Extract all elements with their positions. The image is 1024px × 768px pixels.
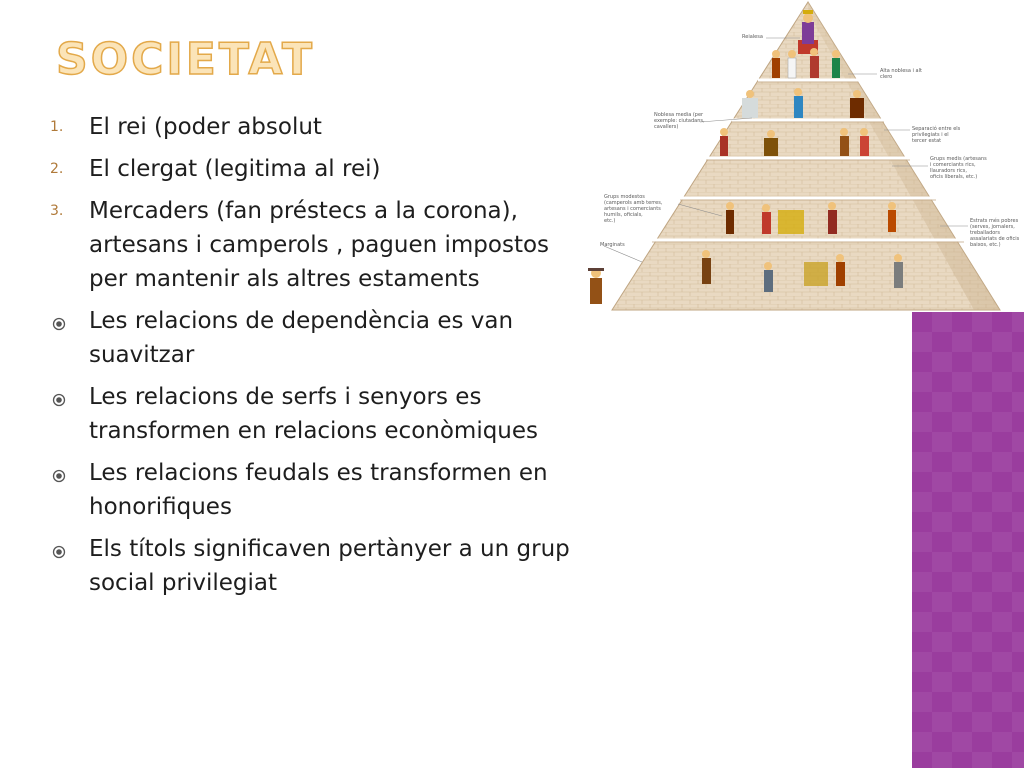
label-right-bottom: Estrats més pobres (serves, jornalers, treballadors assalariats de oficis baixos, etc.) — [970, 218, 1020, 248]
accent-bar — [912, 312, 1024, 768]
bullet-item — [44, 456, 592, 524]
list-number: 3. — [50, 203, 64, 219]
list-item-text: Les relacions de serfs i senyors es transformen en relacions econòmiques — [89, 384, 539, 444]
list-item-text: El rei (poder absolut — [89, 114, 322, 140]
list-item-text: Mercaders (fan préstecs a la corona), artesans i camperols , paguen impostos per mantenir als altres estaments — [89, 198, 550, 292]
bullet-item — [44, 380, 592, 448]
pyramid-drawing — [582, 0, 1022, 312]
label-left-lower: Grups modestos (camperols amb terres, artesans i comerciants humils, oficials, etc.) — [604, 194, 663, 224]
circle-bullet-icon — [52, 469, 66, 483]
circle-bullet-icon — [52, 317, 66, 331]
label-left-upper: Noblesa media (per exemple: ciutadans, cavallers) — [654, 112, 705, 130]
list-item-text: Les relacions de dependència es van suavitzar — [89, 308, 514, 368]
bullet-item — [44, 304, 592, 372]
list-number: 1. — [50, 119, 64, 135]
numbered-item — [44, 194, 592, 296]
numbered-item — [44, 110, 592, 144]
circle-bullet-icon — [52, 545, 66, 559]
list-item-text: El clergat (legitima al rei) — [89, 156, 381, 182]
social-pyramid-illustration — [582, 0, 1022, 312]
bullet-item — [44, 532, 592, 600]
label-left-bottom: Marginats — [600, 242, 625, 248]
list-item-text: Els títols significaven pertànyer a un grup social privilegiat — [89, 536, 570, 596]
slide-body — [44, 110, 592, 608]
list-number: 2. — [50, 161, 64, 177]
label-right-middle: Grups medis (artesans i comerciants rics, llauradors rics, oficis liberals, etc.) — [930, 156, 987, 180]
slide-title: SOCIETAT — [56, 34, 316, 85]
label-top-right: Alta noblesa i alt clero — [880, 68, 922, 80]
list-item-text: Les relacions feudals es transformen en honorifiques — [89, 460, 548, 520]
circle-bullet-icon — [52, 393, 66, 407]
label-right-separator: Separació entre els privilegiats i el tercer estat — [912, 126, 961, 144]
numbered-item — [44, 152, 592, 186]
label-top: Reialesa — [742, 34, 763, 40]
marginal-figure — [588, 268, 604, 304]
